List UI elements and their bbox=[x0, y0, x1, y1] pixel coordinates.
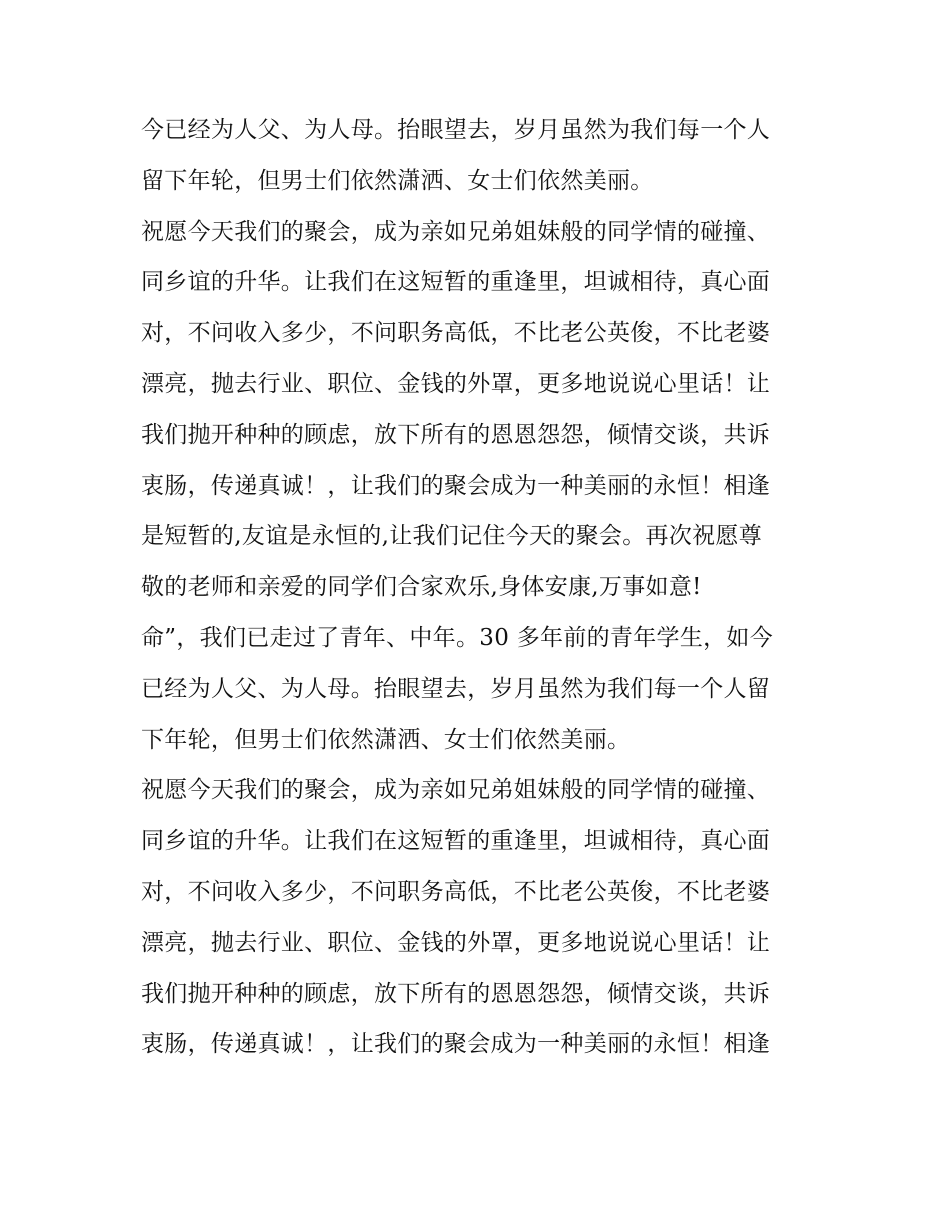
text-line: 对，不问收入多少，不问职务高低，不比老公英俊，不比老婆 bbox=[141, 320, 771, 347]
text-line: 我们抛开种种的顾虑，放下所有的恩恩怨怨，倾情交谈，共诉 bbox=[141, 421, 771, 448]
text-line: 祝愿今天我们的聚会，成为亲如兄弟姐妹般的同学情的碰撞、 bbox=[141, 777, 771, 804]
text-line: 今已经为人父、为人母。抬眼望去，岁月虽然为我们每一个人 bbox=[141, 117, 771, 143]
text-line: 祝愿今天我们的聚会，成为亲如兄弟姐妹般的同学情的碰撞、 bbox=[141, 218, 771, 245]
text-line: 衷肠，传递真诚！，让我们的聚会成为一种美丽的永恒！相逢 bbox=[141, 472, 771, 499]
text-line: 对，不问收入多少，不问职务高低，不比老公英俊，不比老婆 bbox=[141, 878, 771, 905]
text-line: 同乡谊的升华。让我们在这短暂的重逢里，坦诚相待，真心面 bbox=[141, 269, 771, 296]
text-line: 留下年轮，但男士们依然潇洒、女士们依然美丽。 bbox=[141, 167, 654, 194]
text-line: 是短暂的,友谊是永恒的,让我们记住今天的聚会。再次祝愿尊 bbox=[141, 523, 763, 550]
text-line: 敬的老师和亲爱的同学们合家欢乐,身体安康,万事如意! bbox=[141, 574, 702, 601]
text-line: 漂亮，抛去行业、职位、金钱的外罩，更多地说说心里话！让 bbox=[141, 370, 771, 397]
text-line: 同乡谊的升华。让我们在这短暂的重逢里，坦诚相待，真心面 bbox=[141, 828, 771, 855]
text-line: 已经为人父、为人母。抬眼望去，岁月虽然为我们每一个人留 bbox=[141, 675, 771, 702]
text-line: 我们抛开种种的顾虑，放下所有的恩恩怨怨，倾情交谈，共诉 bbox=[141, 980, 771, 1007]
text-line: 衷肠，传递真诚！，让我们的聚会成为一种美丽的永恒！相逢 bbox=[141, 1031, 771, 1058]
body-text bbox=[141, 105, 821, 1070]
text-line: 命”，我们已走过了青年、中年。30 多年前的青年学生，如今 bbox=[141, 624, 774, 651]
text-line: 下年轮，但男士们依然潇洒、女士们依然美丽。 bbox=[141, 726, 631, 753]
text-line: 漂亮，抛去行业、职位、金钱的外罩，更多地说说心里话！让 bbox=[141, 929, 771, 956]
